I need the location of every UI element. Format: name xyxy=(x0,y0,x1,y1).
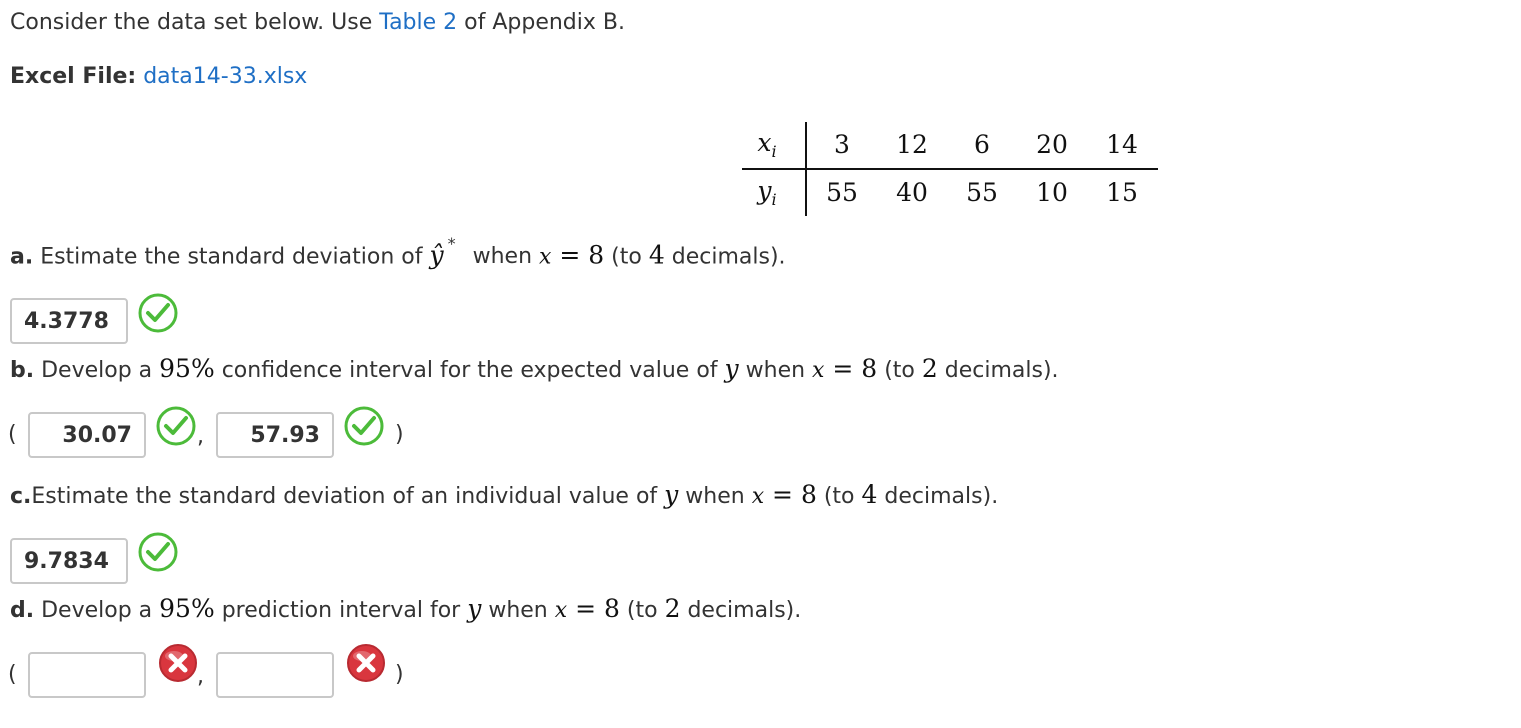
decimals-count: 2 xyxy=(664,594,681,623)
intro-line xyxy=(10,10,625,35)
part-d-text: prediction interval for xyxy=(214,598,468,623)
excel-file-link[interactable]: data14-33.xlsx xyxy=(143,64,308,89)
part-b-text: decimals). xyxy=(937,358,1059,383)
part-d-text: (to xyxy=(619,598,665,623)
y-symbol: y xyxy=(724,354,739,383)
close-paren: ) xyxy=(395,662,404,687)
answer-a-input[interactable]: 4.3778 xyxy=(10,298,128,344)
y-value: 15 xyxy=(1106,178,1138,207)
check-circle-icon xyxy=(137,292,179,334)
y-symbol: y xyxy=(664,480,679,509)
part-c-text: when xyxy=(678,484,752,509)
equals-8: = 8 xyxy=(824,354,878,383)
equals-8: = 8 xyxy=(567,594,620,623)
part-c-prefix: c. xyxy=(10,484,32,509)
y-value: 55 xyxy=(826,178,858,207)
part-a-prefix: a. xyxy=(10,244,34,270)
equals-8: = 8 xyxy=(764,480,817,509)
x-circle-icon xyxy=(345,642,387,684)
open-paren: ( xyxy=(8,662,17,687)
x-value: 3 xyxy=(834,130,850,159)
part-a-text: (to xyxy=(604,244,649,270)
check-circle-icon xyxy=(137,531,179,573)
x-circle-icon xyxy=(157,642,199,684)
part-a-text: when xyxy=(465,244,540,270)
prediction-level: 95% xyxy=(159,594,215,623)
check-circle-icon xyxy=(343,405,385,447)
excel-file-line xyxy=(10,64,307,89)
comma: , xyxy=(197,424,204,449)
y-hat-symbol: ŷ xyxy=(429,240,444,270)
table-horizontal-rule xyxy=(742,168,1158,170)
part-b-prefix: b. xyxy=(10,358,35,383)
part-c-question xyxy=(10,480,998,509)
part-d-text: Develop a xyxy=(34,598,160,623)
x-value: 12 xyxy=(896,130,928,159)
x-symbol: x xyxy=(812,358,825,383)
intro-text-after: of Appendix B. xyxy=(457,10,625,35)
confidence-level: 95% xyxy=(159,354,215,383)
part-b-text: (to xyxy=(877,358,922,383)
part-c-text: decimals). xyxy=(877,484,999,509)
part-d-question xyxy=(10,594,801,623)
y-symbol: y xyxy=(467,594,482,623)
part-c-text: Estimate the standard deviation of an individual value of xyxy=(31,484,665,509)
x-symbol: x xyxy=(751,484,765,509)
data-table xyxy=(742,122,1160,218)
part-a-text: Estimate the standard deviation of xyxy=(33,244,430,270)
part-d-text: decimals). xyxy=(680,598,802,623)
answer-c-input[interactable]: 9.7834 xyxy=(10,538,128,584)
x-value: 6 xyxy=(974,130,990,159)
decimals-count: 4 xyxy=(861,480,878,509)
y-value: 40 xyxy=(896,178,928,207)
part-d-prefix: d. xyxy=(10,598,35,623)
part-d-text: when xyxy=(481,598,555,623)
part-b-text: when xyxy=(738,358,813,383)
part-a-text: decimals). xyxy=(664,244,786,270)
table-2-link[interactable]: Table 2 xyxy=(379,10,458,35)
x-value: 20 xyxy=(1036,130,1068,159)
y-value: 10 xyxy=(1036,178,1068,207)
part-b-text: confidence interval for the expected value of xyxy=(214,358,725,383)
answer-b-lower-input[interactable]: 30.07 xyxy=(28,412,146,458)
answer-d-lower-input[interactable] xyxy=(28,652,146,698)
x-symbol: x xyxy=(539,244,552,270)
part-c-text: (to xyxy=(816,484,862,509)
y-row-label: $y_i$ xyxy=(757,176,777,209)
x-value: 14 xyxy=(1106,130,1138,159)
equals-8: = 8 xyxy=(551,240,605,270)
x-row-label: $x_i$ xyxy=(757,128,777,161)
check-circle-icon xyxy=(155,405,197,447)
x-symbol: x xyxy=(554,598,568,623)
comma: , xyxy=(197,664,204,689)
y-hat-star: * xyxy=(447,234,456,253)
answer-b-upper-input[interactable]: 57.93 xyxy=(216,412,334,458)
part-a-question xyxy=(10,234,786,270)
y-value: 55 xyxy=(966,178,998,207)
decimals-count: 4 xyxy=(648,240,665,270)
part-b-question xyxy=(10,354,1059,383)
intro-text-before: Consider the data set below. Use xyxy=(10,10,380,35)
excel-file-label: Excel File: xyxy=(10,64,137,89)
decimals-count: 2 xyxy=(921,354,938,383)
close-paren: ) xyxy=(395,422,404,447)
open-paren: ( xyxy=(8,422,17,447)
answer-d-upper-input[interactable] xyxy=(216,652,334,698)
part-b-text: Develop a xyxy=(34,358,160,383)
